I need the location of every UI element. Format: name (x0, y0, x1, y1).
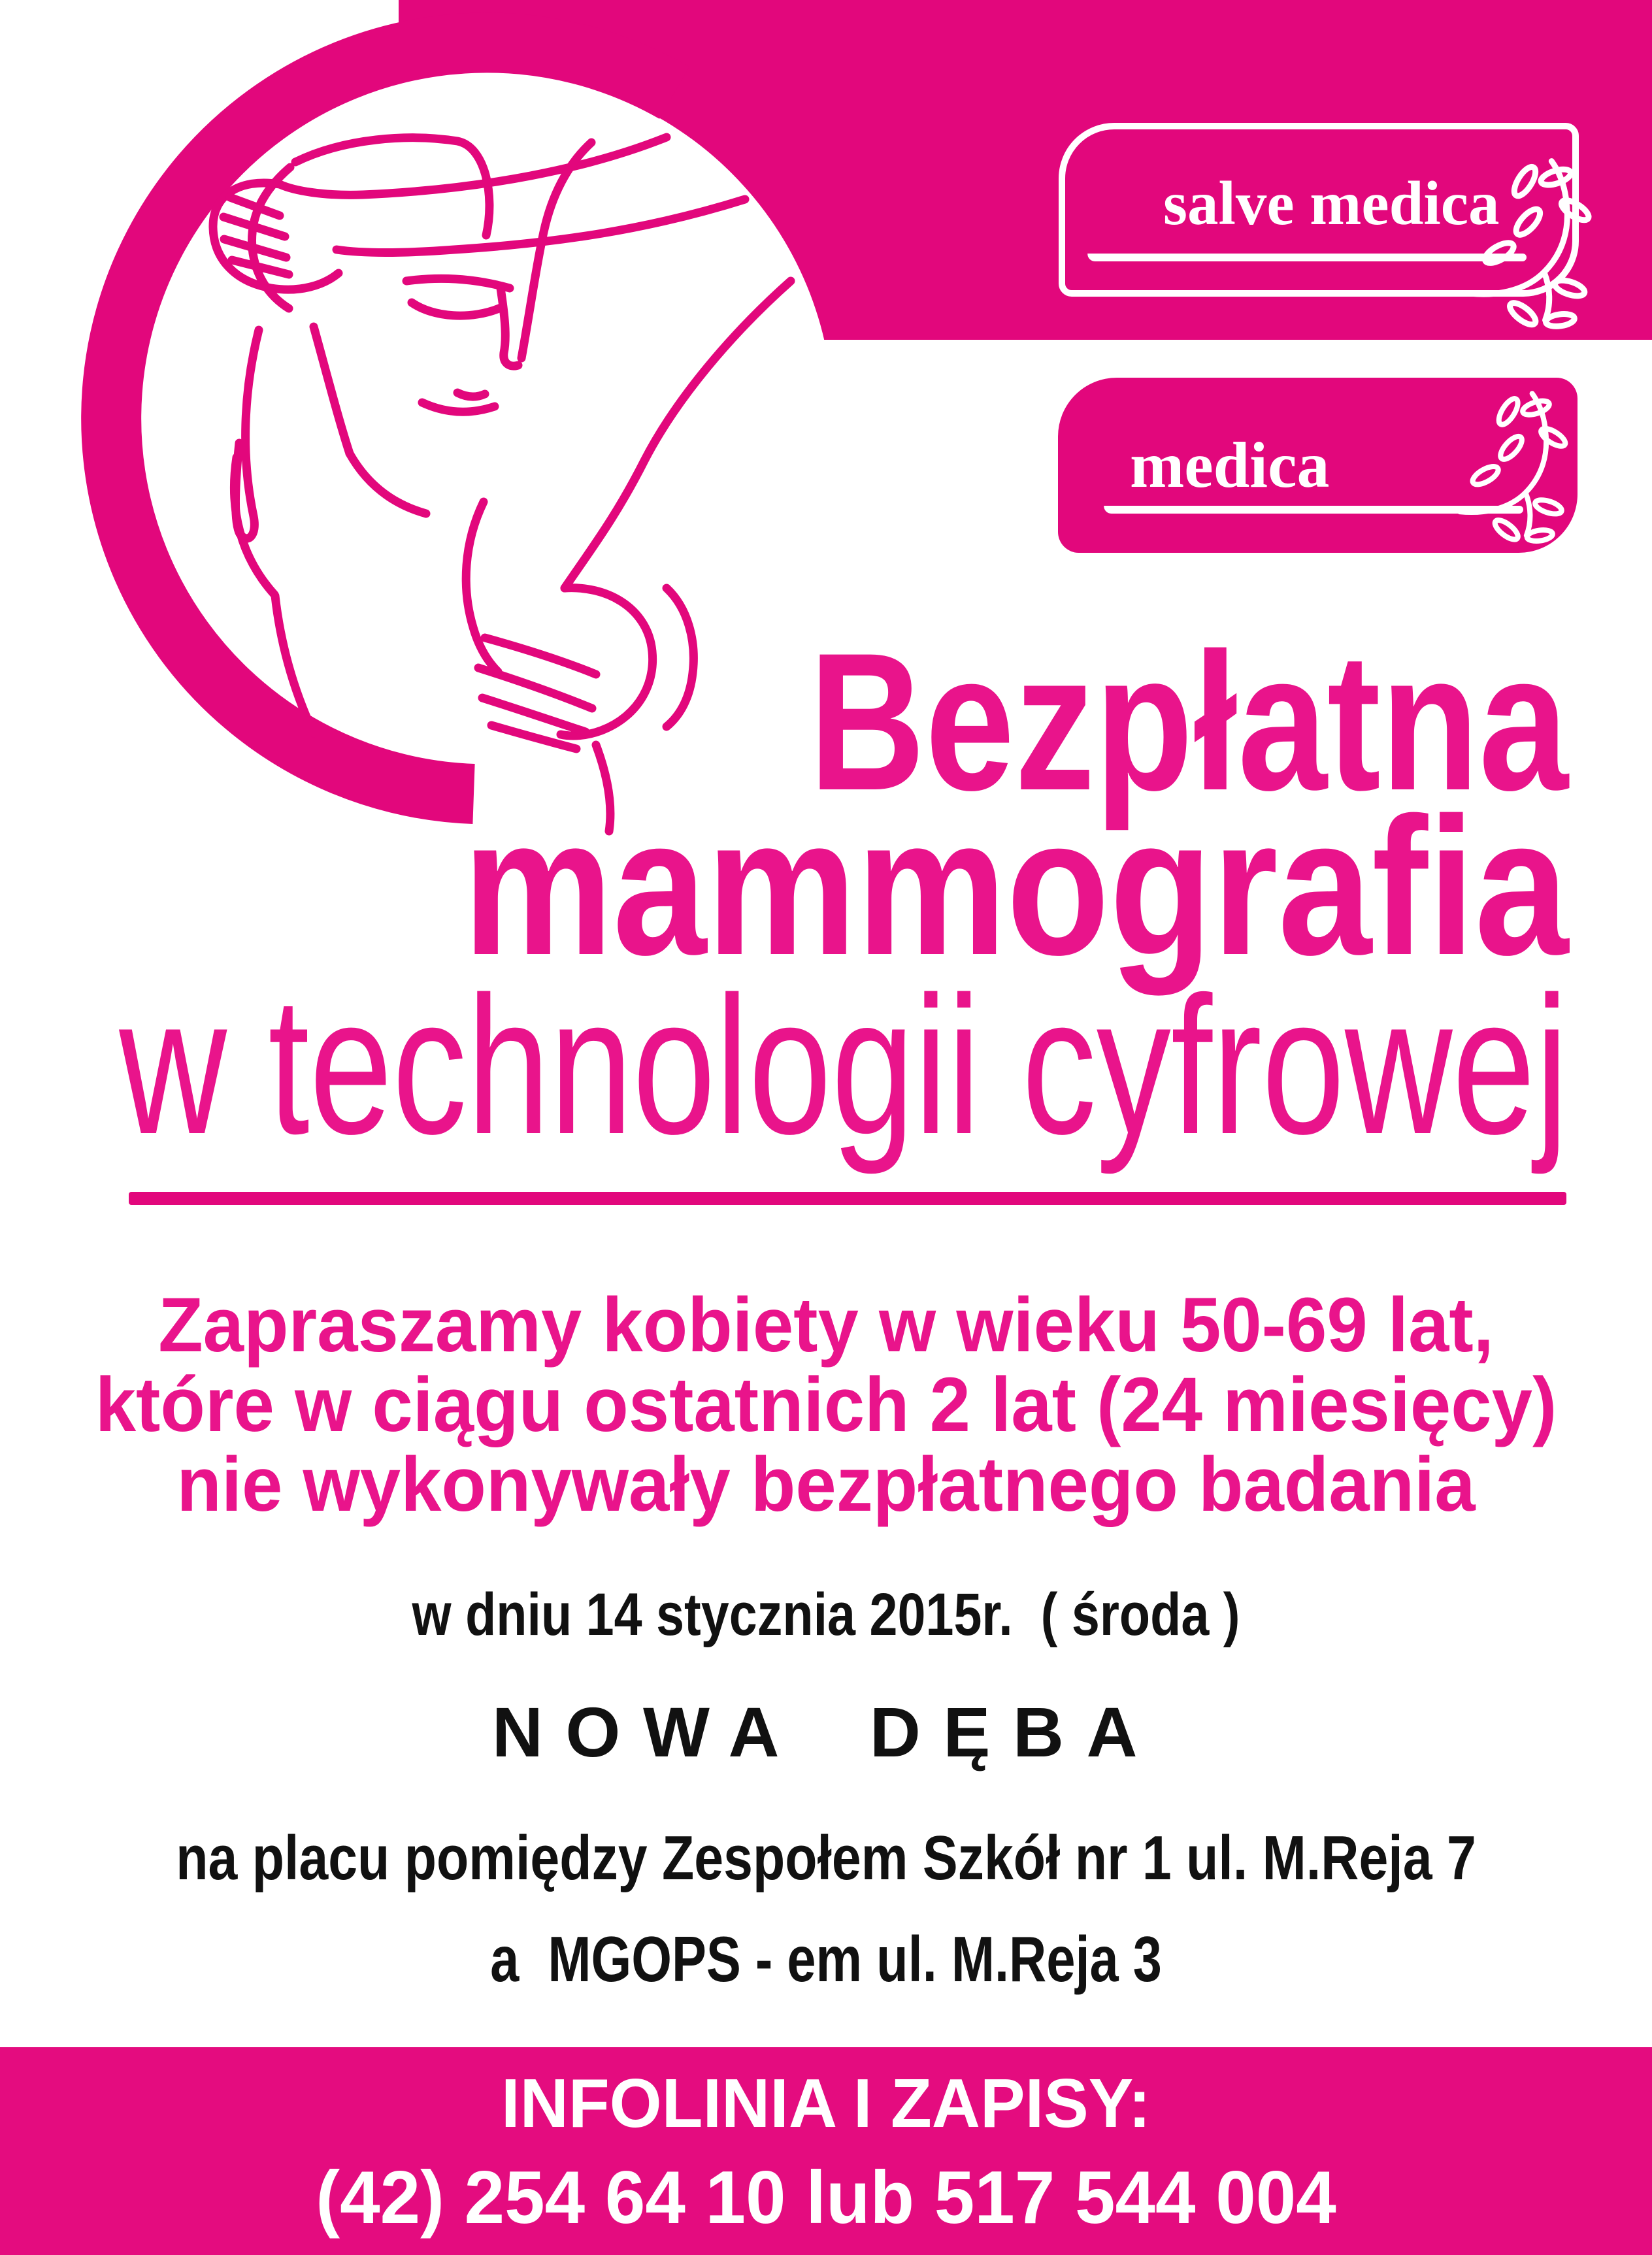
title-line-1: Bezpłatna (809, 612, 1568, 831)
hotline-label: INFOLINIA I ZAPISY: (501, 2065, 1151, 2142)
event-city: NOWA DĘBA (491, 1692, 1161, 1771)
medica-logo-text: medica (1130, 429, 1330, 501)
medica-logo (1058, 378, 1578, 553)
branch-leaves-icon (1465, 148, 1593, 341)
event-location-line-2: a MGOPS - em ul. M.Reja 3 (490, 1923, 1162, 1995)
event-location-line-1: na placu pomiędzy Zespołem Szkół nr 1 ul. M.Reja 7 (176, 1823, 1476, 1893)
title-line-2: mammografia (463, 776, 1568, 996)
salve-medica-logo (1059, 123, 1579, 297)
invitation-line-1: Zapraszamy kobiety w wieku 50-69 lat, (158, 1282, 1494, 1368)
title-underline (129, 1192, 1566, 1205)
logo-underline (1087, 254, 1527, 261)
salve-medica-logo-text: salve medica (1163, 169, 1500, 238)
title-line-3: w technologii cyfrowej (119, 955, 1568, 1175)
hotline-phone-numbers: (42) 254 64 10 lub 517 544 004 (316, 2156, 1336, 2239)
invitation-line-3: nie wykonywały bezpłatnego badania (176, 1441, 1476, 1528)
event-date: w dniu 14 stycznia 2015r. ( środa ) (412, 1581, 1240, 1648)
hotline-band (0, 2047, 1652, 2255)
branch-leaves-icon (1450, 387, 1574, 549)
invitation-line-2: które w ciągu ostatnich 2 lat (24 miesięcy) (95, 1362, 1557, 1448)
